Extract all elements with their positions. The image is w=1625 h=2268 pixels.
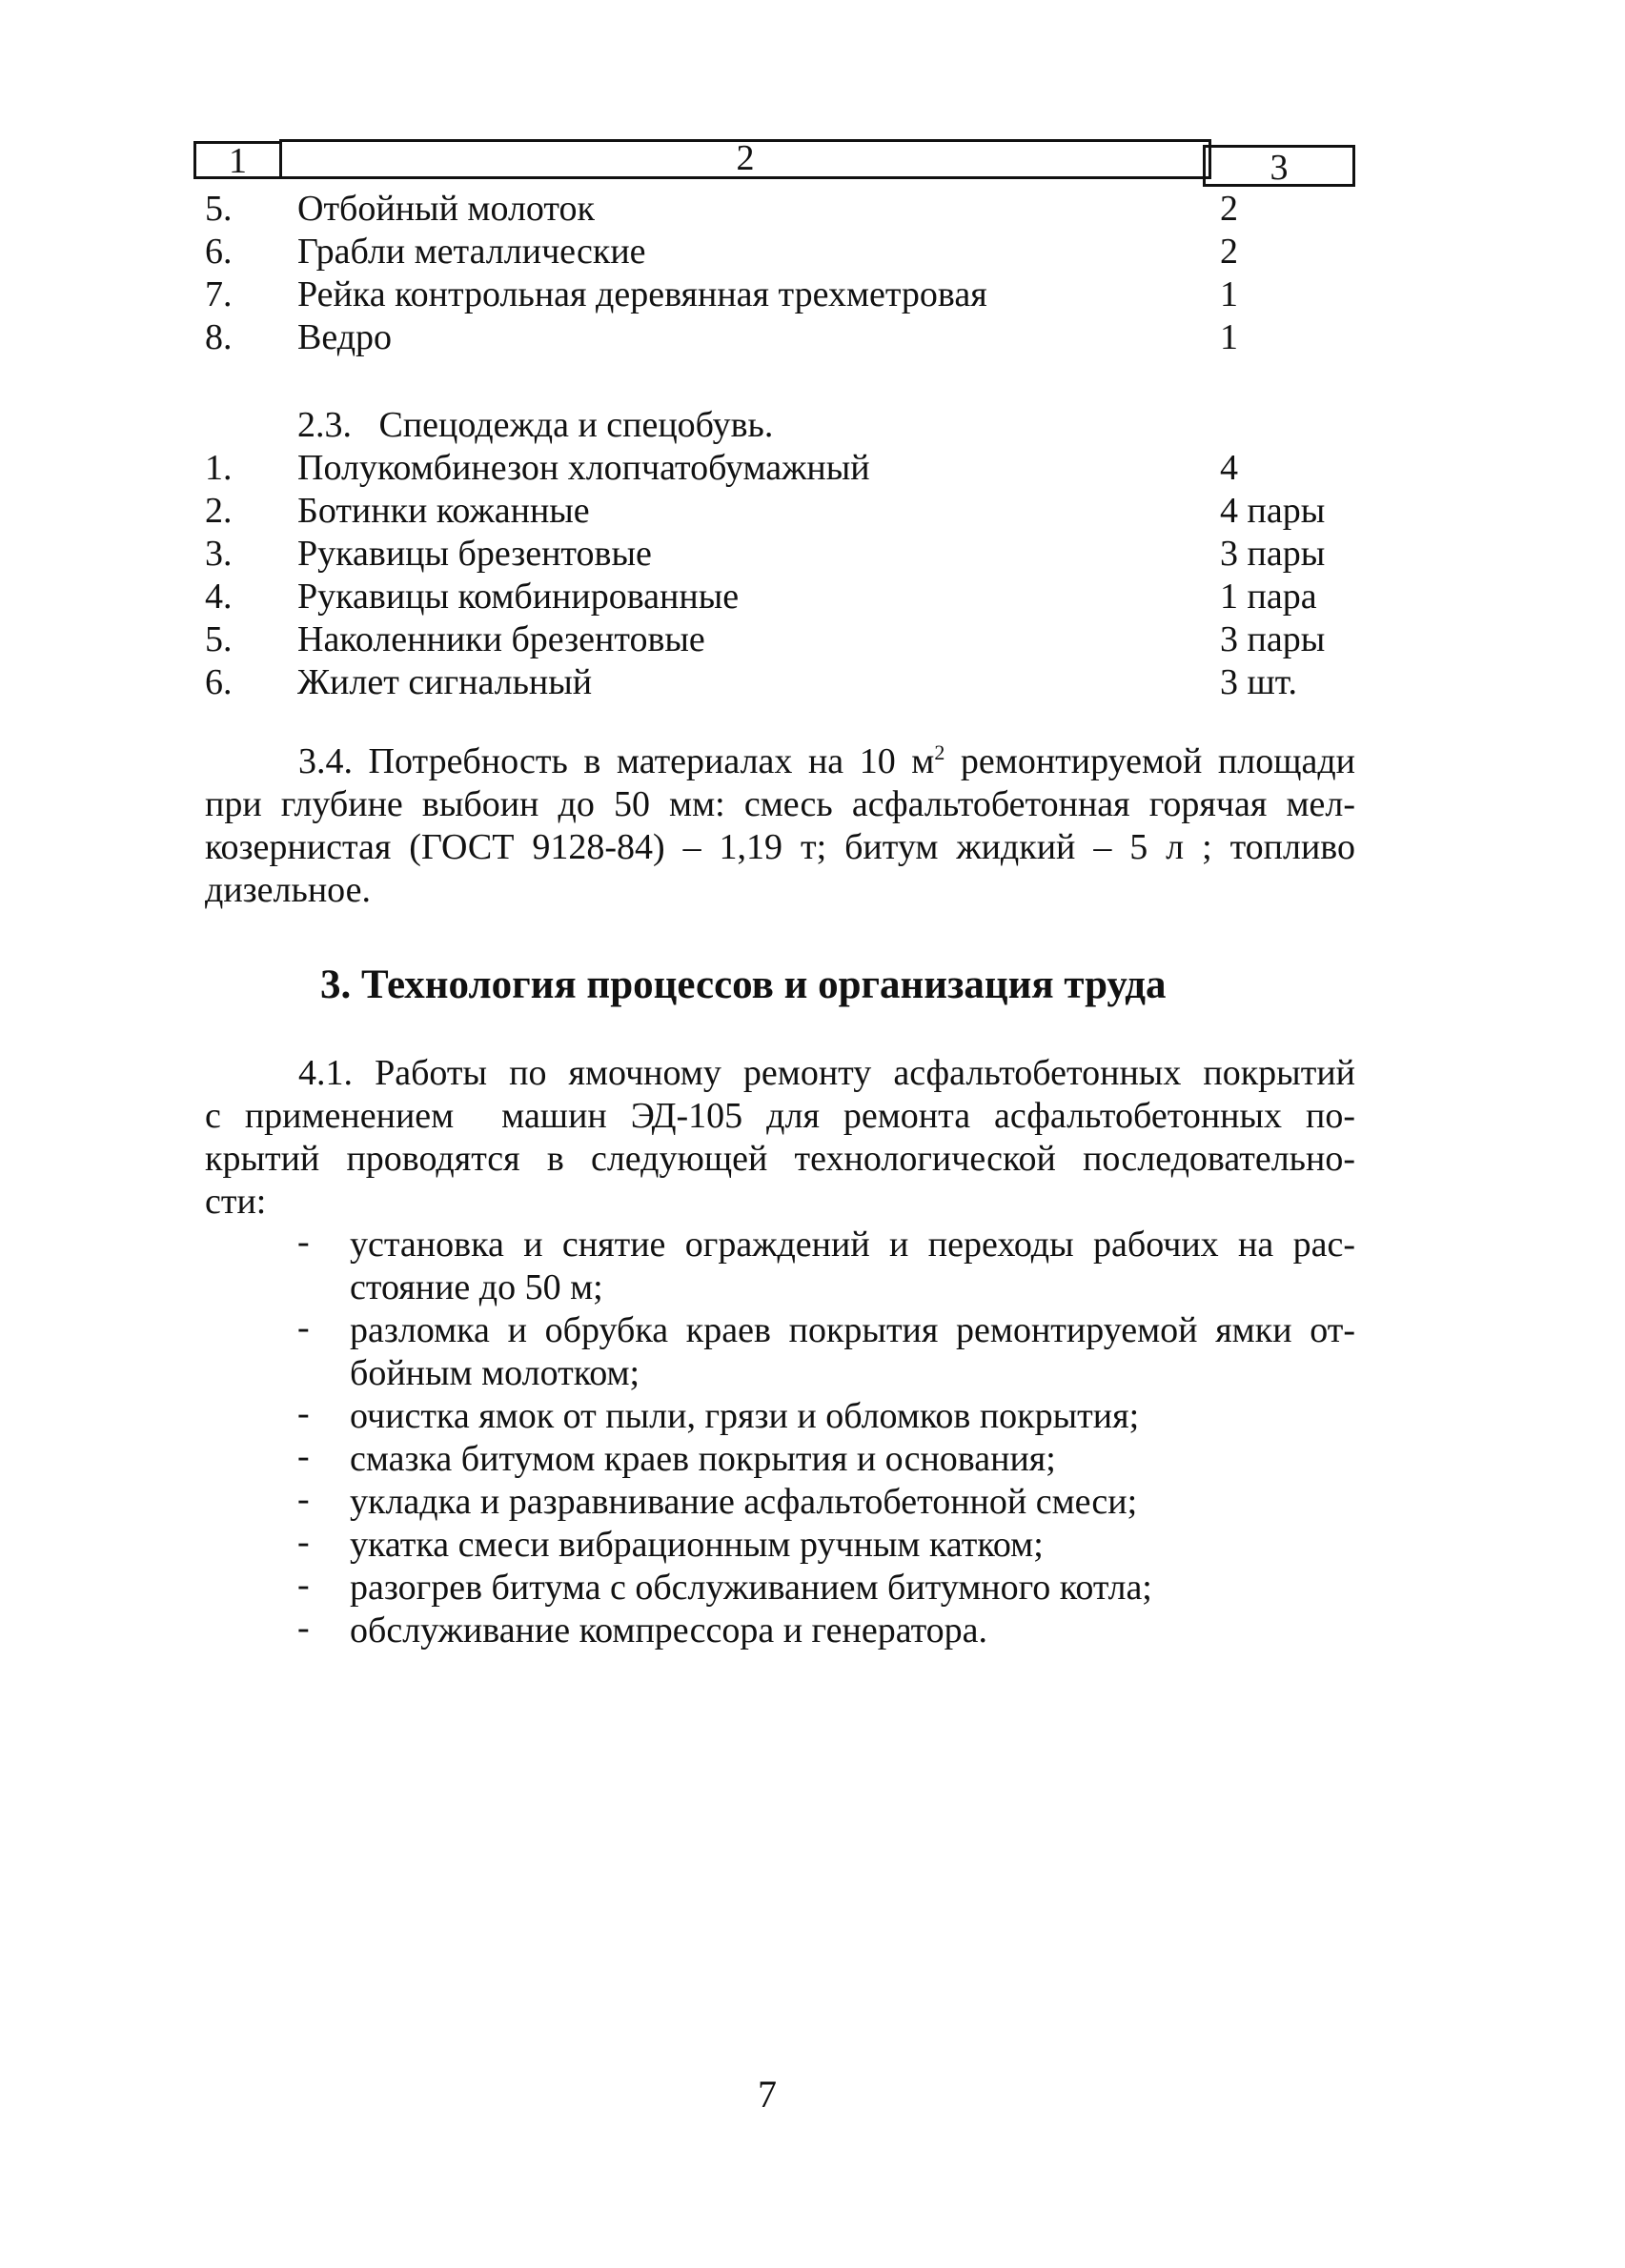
table-header-col3: 3 xyxy=(1270,148,1289,188)
paragraph-line: с применением машин ЭД-105 для ремонта асфальтобетонных по- xyxy=(205,1096,1355,1136)
clothing-section-title: 2.3. Спецодежда и спецобувь. xyxy=(297,405,774,445)
bullet-dash: - xyxy=(297,1393,310,1433)
list-item-line: стояние до 50 м; xyxy=(350,1267,603,1307)
list-item-qty: 3 пары xyxy=(1220,619,1326,659)
list-item-name: Отбойный молоток xyxy=(297,189,595,229)
list-item-qty: 1 пара xyxy=(1220,577,1317,617)
bullet-dash: - xyxy=(297,1565,310,1605)
bullet-dash: - xyxy=(297,1222,310,1262)
list-item-name: Грабли металлические xyxy=(297,232,646,272)
list-item-number: 4. xyxy=(205,577,233,617)
list-item xyxy=(350,1224,1355,1309)
list-item xyxy=(350,1309,1355,1395)
list-item-name: Ведро xyxy=(297,317,393,357)
paragraph-text: 3.4. Потребность в материалах на 10 м xyxy=(298,741,935,781)
list-item-number: 5. xyxy=(205,189,233,229)
paragraph-line xyxy=(205,740,1355,783)
list-item-qty: 1 xyxy=(1220,274,1238,314)
paragraph-text: ремонтируемой площади xyxy=(945,741,1355,781)
list-item-line: очистка ямок от пыли, грязи и обломков покрытия; xyxy=(350,1396,1140,1436)
table-header-col1: 1 xyxy=(229,141,247,181)
list-item-number: 6. xyxy=(205,662,233,702)
list-item-name: Наколенники брезентовые xyxy=(297,619,705,659)
list-item-name: Полукомбинезон хлопчатобумажный xyxy=(297,448,870,488)
list-item-number: 3. xyxy=(205,534,233,574)
list-item-qty: 3 шт. xyxy=(1220,662,1298,702)
materials-paragraph xyxy=(205,740,1355,912)
bullet-dash: - xyxy=(297,1608,310,1648)
list-item-line: бойным молотком; xyxy=(350,1353,640,1393)
list-item-line: обслуживание компрессора и генератора. xyxy=(350,1610,988,1650)
list-item-number: 7. xyxy=(205,274,233,314)
list-item-number: 5. xyxy=(205,619,233,659)
paragraph-line: 4.1. Работы по ямочному ремонту асфальтобетонных покрытий xyxy=(298,1053,1355,1093)
list-item-name: Жилет сигнальный xyxy=(297,662,593,702)
list-item-number: 1. xyxy=(205,448,233,488)
list-item xyxy=(350,1610,1355,1652)
list-item xyxy=(350,1438,1355,1481)
list-item-name: Рейка контрольная деревянная трехметровая xyxy=(297,274,987,314)
list-item-line: разломка и обрубка краев покрытия ремонтируемой ямки от- xyxy=(350,1310,1355,1350)
list-item-qty: 2 xyxy=(1220,232,1238,272)
page-number: 7 xyxy=(758,2073,777,2116)
works-paragraph xyxy=(205,1052,1355,1224)
list-item-name: Ботинки кожанные xyxy=(297,491,590,531)
paragraph-line: крытий проводятся в следующей технологической последовательно- xyxy=(205,1139,1355,1179)
list-item-number: 2. xyxy=(205,491,233,531)
paragraph-line: дизельное. xyxy=(205,870,372,910)
list-item xyxy=(350,1395,1355,1438)
list-item-qty: 3 пары xyxy=(1220,534,1326,574)
section-heading: 3. Технология процессов и организация труда xyxy=(320,962,1167,1007)
list-item-number: 8. xyxy=(205,317,233,357)
list-item xyxy=(350,1567,1355,1610)
list-item-qty: 2 xyxy=(1220,189,1238,229)
paragraph-line: сти: xyxy=(205,1182,267,1222)
list-item-number: 6. xyxy=(205,232,233,272)
list-item xyxy=(350,1524,1355,1567)
list-item-qty: 1 xyxy=(1220,317,1238,357)
paragraph-line: козернистая (ГОСТ 9128-84) – 1,19 т; битум жидкий – 5 л ; топливо xyxy=(205,827,1355,867)
bullet-dash: - xyxy=(297,1522,310,1562)
paragraph-line: при глубине выбоин до 50 мм: смесь асфальтобетонная горячая мел- xyxy=(205,784,1355,824)
list-item-line: разогрев битума с обслуживанием битумного котла; xyxy=(350,1568,1152,1608)
superscript: 2 xyxy=(934,740,945,764)
list-item-line: укладка и разравнивание асфальтобетонной смеси; xyxy=(350,1482,1138,1522)
list-item-qty: 4 пары xyxy=(1220,491,1326,531)
table-header-col2: 2 xyxy=(736,138,755,178)
list-item-qty: 4 xyxy=(1220,448,1238,488)
bullet-dash: - xyxy=(297,1479,310,1519)
list-item-line: смазка битумом краев покрытия и основания; xyxy=(350,1439,1056,1479)
bullet-dash: - xyxy=(297,1436,310,1476)
list-item-name: Рукавицы комбинированные xyxy=(297,577,740,617)
list-item-line: укатка смеси вибрационным ручным катком; xyxy=(350,1525,1044,1565)
list-item-line: установка и снятие ограждений и переходы рабочих на рас- xyxy=(350,1225,1355,1265)
list-item-name: Рукавицы брезентовые xyxy=(297,534,652,574)
bullet-dash: - xyxy=(297,1307,310,1347)
list-item xyxy=(350,1481,1355,1524)
